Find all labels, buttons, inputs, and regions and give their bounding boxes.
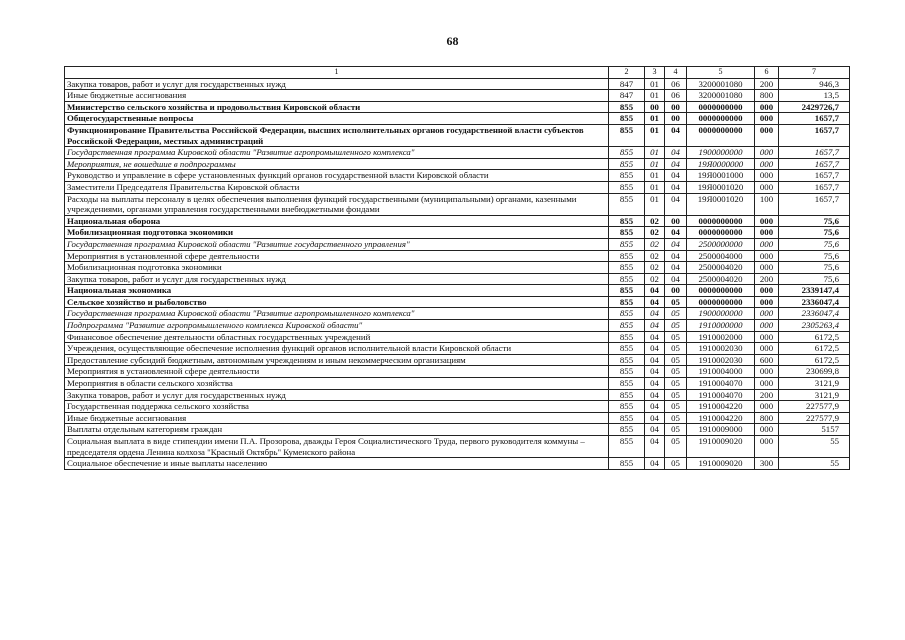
column-target-article-cell: 1910009020 bbox=[687, 458, 755, 470]
column-target-article-cell: 0000000000 bbox=[687, 124, 755, 146]
column-amount-cell: 230699,8 bbox=[779, 366, 850, 378]
table-row bbox=[65, 181, 850, 193]
column-expense-type-cell: 000 bbox=[755, 170, 779, 182]
column-admin-code-cell: 855 bbox=[609, 124, 645, 146]
column-subsection-cell: 06 bbox=[665, 78, 687, 90]
column-expense-type-cell: 000 bbox=[755, 331, 779, 343]
column-section-cell: 01 bbox=[645, 170, 665, 182]
column-target-article-cell: 0000000000 bbox=[687, 101, 755, 113]
column-section-cell: 04 bbox=[645, 366, 665, 378]
column-amount-cell: 227577,9 bbox=[779, 412, 850, 424]
column-section-cell: 01 bbox=[645, 124, 665, 146]
column-target-article-cell: 0000000000 bbox=[687, 215, 755, 227]
table-row bbox=[65, 124, 850, 146]
column-name-cell: Государственная программа Кировской области "Развитие агропромышленного комплекса" bbox=[65, 147, 609, 159]
column-section-cell: 01 bbox=[645, 147, 665, 159]
column-expense-type-cell: 000 bbox=[755, 296, 779, 308]
column-name-cell: Заместители Председателя Правительства Кировской области bbox=[65, 181, 609, 193]
column-target-article-cell: 19Я0001020 bbox=[687, 181, 755, 193]
column-name-cell: Закупка товаров, работ и услуг для государственных нужд bbox=[65, 389, 609, 401]
table-row bbox=[65, 331, 850, 343]
column-subsection-cell: 05 bbox=[665, 366, 687, 378]
column-target-article-cell: 3200001080 bbox=[687, 90, 755, 102]
column-admin-code-cell: 855 bbox=[609, 320, 645, 332]
column-name-cell: Мероприятия в области сельского хозяйства bbox=[65, 378, 609, 390]
column-subsection-cell: 05 bbox=[665, 389, 687, 401]
table-row bbox=[65, 147, 850, 159]
column-expense-type-cell: 000 bbox=[755, 227, 779, 239]
table-row bbox=[65, 378, 850, 390]
column-admin-code-cell: 855 bbox=[609, 331, 645, 343]
column-amount-cell: 75,6 bbox=[779, 227, 850, 239]
column-amount-cell: 75,6 bbox=[779, 215, 850, 227]
header-column-amount: 7 bbox=[779, 67, 850, 79]
table-row bbox=[65, 262, 850, 274]
column-name-cell: Государственная программа Кировской области "Развитие агропромышленного комплекса" bbox=[65, 308, 609, 320]
column-admin-code-cell: 847 bbox=[609, 90, 645, 102]
column-admin-code-cell: 855 bbox=[609, 238, 645, 250]
column-expense-type-cell: 200 bbox=[755, 273, 779, 285]
column-admin-code-cell: 855 bbox=[609, 193, 645, 215]
column-subsection-cell: 05 bbox=[665, 412, 687, 424]
column-target-article-cell: 3200001080 bbox=[687, 78, 755, 90]
column-section-cell: 04 bbox=[645, 378, 665, 390]
column-admin-code-cell: 855 bbox=[609, 378, 645, 390]
column-subsection-cell: 05 bbox=[665, 378, 687, 390]
column-amount-cell: 2305263,4 bbox=[779, 320, 850, 332]
column-amount-cell: 2429726,7 bbox=[779, 101, 850, 113]
column-target-article-cell: 0000000000 bbox=[687, 227, 755, 239]
column-name-cell: Финансовое обеспечение деятельности областных государственных учреждений bbox=[65, 331, 609, 343]
table-row bbox=[65, 273, 850, 285]
column-admin-code-cell: 855 bbox=[609, 354, 645, 366]
column-section-cell: 02 bbox=[645, 215, 665, 227]
column-amount-cell: 1657,7 bbox=[779, 170, 850, 182]
column-expense-type-cell: 000 bbox=[755, 320, 779, 332]
column-expense-type-cell: 000 bbox=[755, 250, 779, 262]
column-target-article-cell: 19Я0001020 bbox=[687, 193, 755, 215]
column-name-cell: Мероприятия в установленной сфере деятельности bbox=[65, 366, 609, 378]
column-expense-type-cell: 300 bbox=[755, 458, 779, 470]
column-name-cell: Иные бюджетные ассигнования bbox=[65, 412, 609, 424]
column-subsection-cell: 04 bbox=[665, 181, 687, 193]
column-target-article-cell: 0000000000 bbox=[687, 113, 755, 125]
column-target-article-cell: 1910004220 bbox=[687, 412, 755, 424]
column-section-cell: 01 bbox=[645, 193, 665, 215]
column-subsection-cell: 00 bbox=[665, 101, 687, 113]
table-row bbox=[65, 90, 850, 102]
column-target-article-cell: 1910002030 bbox=[687, 343, 755, 355]
column-admin-code-cell: 855 bbox=[609, 101, 645, 113]
table-row bbox=[65, 412, 850, 424]
column-amount-cell: 75,6 bbox=[779, 262, 850, 274]
column-admin-code-cell: 855 bbox=[609, 285, 645, 297]
column-expense-type-cell: 000 bbox=[755, 424, 779, 436]
column-subsection-cell: 05 bbox=[665, 424, 687, 436]
column-subsection-cell: 04 bbox=[665, 262, 687, 274]
column-admin-code-cell: 855 bbox=[609, 262, 645, 274]
column-admin-code-cell: 855 bbox=[609, 389, 645, 401]
column-subsection-cell: 06 bbox=[665, 90, 687, 102]
column-amount-cell: 2336047,4 bbox=[779, 296, 850, 308]
column-target-article-cell: 1910000000 bbox=[687, 320, 755, 332]
table-row bbox=[65, 285, 850, 297]
column-expense-type-cell: 000 bbox=[755, 436, 779, 458]
column-target-article-cell: 1900000000 bbox=[687, 147, 755, 159]
column-admin-code-cell: 855 bbox=[609, 436, 645, 458]
column-expense-type-cell: 000 bbox=[755, 238, 779, 250]
column-subsection-cell: 00 bbox=[665, 215, 687, 227]
table-row bbox=[65, 101, 850, 113]
column-subsection-cell: 05 bbox=[665, 436, 687, 458]
column-amount-cell: 227577,9 bbox=[779, 401, 850, 413]
column-subsection-cell: 05 bbox=[665, 343, 687, 355]
column-subsection-cell: 04 bbox=[665, 158, 687, 170]
column-subsection-cell: 05 bbox=[665, 354, 687, 366]
table-row bbox=[65, 170, 850, 182]
column-target-article-cell: 0000000000 bbox=[687, 296, 755, 308]
column-name-cell: Закупка товаров, работ и услуг для государственных нужд bbox=[65, 273, 609, 285]
column-admin-code-cell: 855 bbox=[609, 181, 645, 193]
column-subsection-cell: 05 bbox=[665, 320, 687, 332]
column-name-cell: Предоставление субсидий бюджетным, автономным учреждениям и иным некоммерческим организациям bbox=[65, 354, 609, 366]
column-admin-code-cell: 855 bbox=[609, 412, 645, 424]
column-subsection-cell: 04 bbox=[665, 250, 687, 262]
column-section-cell: 02 bbox=[645, 227, 665, 239]
header-column-subsection: 4 bbox=[665, 67, 687, 79]
column-admin-code-cell: 855 bbox=[609, 401, 645, 413]
column-subsection-cell: 05 bbox=[665, 308, 687, 320]
column-section-cell: 04 bbox=[645, 331, 665, 343]
column-name-cell: Общегосударственные вопросы bbox=[65, 113, 609, 125]
column-amount-cell: 1657,7 bbox=[779, 124, 850, 146]
column-expense-type-cell: 000 bbox=[755, 124, 779, 146]
column-amount-cell: 1657,7 bbox=[779, 193, 850, 215]
table-row bbox=[65, 389, 850, 401]
table-row bbox=[65, 158, 850, 170]
column-amount-cell: 1657,7 bbox=[779, 113, 850, 125]
column-expense-type-cell: 800 bbox=[755, 412, 779, 424]
column-target-article-cell: 1910002030 bbox=[687, 354, 755, 366]
table-row bbox=[65, 366, 850, 378]
column-subsection-cell: 04 bbox=[665, 227, 687, 239]
column-expense-type-cell: 000 bbox=[755, 401, 779, 413]
column-name-cell: Национальная экономика bbox=[65, 285, 609, 297]
column-target-article-cell: 1910004000 bbox=[687, 366, 755, 378]
column-name-cell: Закупка товаров, работ и услуг для государственных нужд bbox=[65, 78, 609, 90]
column-expense-type-cell: 800 bbox=[755, 90, 779, 102]
column-expense-type-cell: 000 bbox=[755, 285, 779, 297]
column-expense-type-cell: 600 bbox=[755, 354, 779, 366]
column-name-cell: Иные бюджетные ассигнования bbox=[65, 90, 609, 102]
column-subsection-cell: 04 bbox=[665, 147, 687, 159]
column-name-cell: Государственная программа Кировской области "Развитие государственного управления" bbox=[65, 238, 609, 250]
column-target-article-cell: 2500004020 bbox=[687, 273, 755, 285]
column-section-cell: 01 bbox=[645, 78, 665, 90]
column-target-article-cell: 2500004000 bbox=[687, 250, 755, 262]
column-target-article-cell: 19Я0000000 bbox=[687, 158, 755, 170]
column-expense-type-cell: 000 bbox=[755, 147, 779, 159]
column-amount-cell: 1657,7 bbox=[779, 147, 850, 159]
column-name-cell: Расходы на выплаты персоналу в целях обеспечения выполнения функций государственными (муниципальными) органами, казенными учреждениями, органами управления государственными внебюджетными фондами bbox=[65, 193, 609, 215]
table-row bbox=[65, 215, 850, 227]
column-section-cell: 04 bbox=[645, 412, 665, 424]
column-amount-cell: 75,6 bbox=[779, 250, 850, 262]
column-amount-cell: 2339147,4 bbox=[779, 285, 850, 297]
column-name-cell: Мобилизационная подготовка экономики bbox=[65, 227, 609, 239]
column-expense-type-cell: 200 bbox=[755, 78, 779, 90]
column-section-cell: 02 bbox=[645, 262, 665, 274]
column-section-cell: 04 bbox=[645, 458, 665, 470]
column-subsection-cell: 04 bbox=[665, 193, 687, 215]
table-row bbox=[65, 227, 850, 239]
header-column-target-article: 5 bbox=[687, 67, 755, 79]
table-row bbox=[65, 238, 850, 250]
column-admin-code-cell: 855 bbox=[609, 170, 645, 182]
column-section-cell: 02 bbox=[645, 273, 665, 285]
table-row bbox=[65, 193, 850, 215]
column-name-cell: Государственная поддержка сельского хозяйства bbox=[65, 401, 609, 413]
column-subsection-cell: 04 bbox=[665, 238, 687, 250]
column-expense-type-cell: 000 bbox=[755, 308, 779, 320]
column-name-cell: Министерство сельского хозяйства и продовольствия Кировской области bbox=[65, 101, 609, 113]
column-amount-cell: 6172,5 bbox=[779, 343, 850, 355]
header-column-admin-code: 2 bbox=[609, 67, 645, 79]
table-row bbox=[65, 250, 850, 262]
column-subsection-cell: 05 bbox=[665, 401, 687, 413]
column-admin-code-cell: 855 bbox=[609, 308, 645, 320]
column-section-cell: 02 bbox=[645, 250, 665, 262]
column-expense-type-cell: 000 bbox=[755, 262, 779, 274]
column-admin-code-cell: 855 bbox=[609, 227, 645, 239]
table-row bbox=[65, 343, 850, 355]
page-number: 68 bbox=[446, 34, 459, 48]
table-row bbox=[65, 436, 850, 458]
column-admin-code-cell: 855 bbox=[609, 343, 645, 355]
column-name-cell: Мероприятия, не вошедшие в подпрограммы bbox=[65, 158, 609, 170]
column-admin-code-cell: 855 bbox=[609, 424, 645, 436]
column-section-cell: 01 bbox=[645, 158, 665, 170]
column-amount-cell: 3121,9 bbox=[779, 378, 850, 390]
column-amount-cell: 13,5 bbox=[779, 90, 850, 102]
column-target-article-cell: 1910002000 bbox=[687, 331, 755, 343]
table-row bbox=[65, 113, 850, 125]
column-admin-code-cell: 855 bbox=[609, 366, 645, 378]
column-admin-code-cell: 855 bbox=[609, 296, 645, 308]
column-name-cell: Социальная выплата в виде стипендии имени П.А. Прозорова, дважды Героя Социалистического Труда, первого руководителя коммуны – председателя ордена Ленина колхоза "Красный Октябрь" Куменского района bbox=[65, 436, 609, 458]
column-name-cell: Учреждения, осуществляющие обеспечение исполнения функций органов исполнительной власти Кировской области bbox=[65, 343, 609, 355]
column-section-cell: 04 bbox=[645, 320, 665, 332]
column-subsection-cell: 00 bbox=[665, 285, 687, 297]
column-expense-type-cell: 000 bbox=[755, 181, 779, 193]
column-name-cell: Мобилизационная подготовка экономики bbox=[65, 262, 609, 274]
column-target-article-cell: 19Я0001000 bbox=[687, 170, 755, 182]
column-amount-cell: 6172,5 bbox=[779, 354, 850, 366]
table-row bbox=[65, 308, 850, 320]
column-section-cell: 04 bbox=[645, 343, 665, 355]
table-row bbox=[65, 354, 850, 366]
column-admin-code-cell: 855 bbox=[609, 113, 645, 125]
column-target-article-cell: 2500004020 bbox=[687, 262, 755, 274]
column-subsection-cell: 04 bbox=[665, 273, 687, 285]
table-row bbox=[65, 424, 850, 436]
table-header-row bbox=[65, 67, 850, 79]
column-section-cell: 04 bbox=[645, 436, 665, 458]
column-section-cell: 04 bbox=[645, 401, 665, 413]
column-admin-code-cell: 855 bbox=[609, 215, 645, 227]
column-amount-cell: 75,6 bbox=[779, 238, 850, 250]
header-column-section: 3 bbox=[645, 67, 665, 79]
column-section-cell: 04 bbox=[645, 354, 665, 366]
column-target-article-cell: 0000000000 bbox=[687, 285, 755, 297]
column-section-cell: 00 bbox=[645, 101, 665, 113]
column-subsection-cell: 04 bbox=[665, 124, 687, 146]
table-row bbox=[65, 401, 850, 413]
budget-table bbox=[64, 66, 850, 470]
column-section-cell: 04 bbox=[645, 424, 665, 436]
table-row bbox=[65, 78, 850, 90]
column-admin-code-cell: 855 bbox=[609, 458, 645, 470]
column-amount-cell: 5157 bbox=[779, 424, 850, 436]
column-target-article-cell: 1900000000 bbox=[687, 308, 755, 320]
column-section-cell: 04 bbox=[645, 285, 665, 297]
column-name-cell: Подпрограмма "Развитие агропромышленного комплекса Кировской области" bbox=[65, 320, 609, 332]
column-target-article-cell: 1910004070 bbox=[687, 389, 755, 401]
column-amount-cell: 3121,9 bbox=[779, 389, 850, 401]
column-amount-cell: 6172,5 bbox=[779, 331, 850, 343]
table-row bbox=[65, 296, 850, 308]
column-admin-code-cell: 847 bbox=[609, 78, 645, 90]
column-expense-type-cell: 000 bbox=[755, 113, 779, 125]
column-admin-code-cell: 855 bbox=[609, 147, 645, 159]
column-section-cell: 01 bbox=[645, 90, 665, 102]
column-section-cell: 01 bbox=[645, 113, 665, 125]
column-target-article-cell: 1910009000 bbox=[687, 424, 755, 436]
column-name-cell: Руководство и управление в сфере установленных функций органов государственной власти Кировской области bbox=[65, 170, 609, 182]
column-expense-type-cell: 200 bbox=[755, 389, 779, 401]
column-amount-cell: 1657,7 bbox=[779, 158, 850, 170]
column-name-cell: Социальное обеспечение и иные выплаты населению bbox=[65, 458, 609, 470]
column-section-cell: 04 bbox=[645, 308, 665, 320]
column-name-cell: Сельское хозяйство и рыболовство bbox=[65, 296, 609, 308]
header-column-expense-type: 6 bbox=[755, 67, 779, 79]
column-amount-cell: 946,3 bbox=[779, 78, 850, 90]
column-section-cell: 02 bbox=[645, 238, 665, 250]
column-admin-code-cell: 855 bbox=[609, 250, 645, 262]
column-amount-cell: 1657,7 bbox=[779, 181, 850, 193]
column-subsection-cell: 05 bbox=[665, 458, 687, 470]
column-target-article-cell: 1910004070 bbox=[687, 378, 755, 390]
column-subsection-cell: 05 bbox=[665, 296, 687, 308]
column-expense-type-cell: 000 bbox=[755, 378, 779, 390]
column-target-article-cell: 2500000000 bbox=[687, 238, 755, 250]
column-target-article-cell: 1910004220 bbox=[687, 401, 755, 413]
column-expense-type-cell: 000 bbox=[755, 343, 779, 355]
column-admin-code-cell: 855 bbox=[609, 273, 645, 285]
table-row bbox=[65, 320, 850, 332]
column-expense-type-cell: 100 bbox=[755, 193, 779, 215]
column-section-cell: 04 bbox=[645, 389, 665, 401]
column-section-cell: 01 bbox=[645, 181, 665, 193]
header-column-name: 1 bbox=[65, 67, 609, 79]
column-admin-code-cell: 855 bbox=[609, 158, 645, 170]
column-amount-cell: 55 bbox=[779, 436, 850, 458]
column-amount-cell: 75,6 bbox=[779, 273, 850, 285]
column-amount-cell: 2336047,4 bbox=[779, 308, 850, 320]
column-name-cell: Национальная оборона bbox=[65, 215, 609, 227]
column-expense-type-cell: 000 bbox=[755, 101, 779, 113]
column-name-cell: Мероприятия в установленной сфере деятельности bbox=[65, 250, 609, 262]
column-subsection-cell: 00 bbox=[665, 113, 687, 125]
table-row bbox=[65, 458, 850, 470]
column-expense-type-cell: 000 bbox=[755, 215, 779, 227]
column-subsection-cell: 05 bbox=[665, 331, 687, 343]
column-expense-type-cell: 000 bbox=[755, 366, 779, 378]
column-expense-type-cell: 000 bbox=[755, 158, 779, 170]
column-section-cell: 04 bbox=[645, 296, 665, 308]
column-name-cell: Функционирование Правительства Российской Федерации, высших исполнительных органов государственной власти субъектов Российской Федерации, местных администраций bbox=[65, 124, 609, 146]
column-name-cell: Выплаты отдельным категориям граждан bbox=[65, 424, 609, 436]
column-amount-cell: 55 bbox=[779, 458, 850, 470]
column-subsection-cell: 04 bbox=[665, 170, 687, 182]
column-target-article-cell: 1910009020 bbox=[687, 436, 755, 458]
